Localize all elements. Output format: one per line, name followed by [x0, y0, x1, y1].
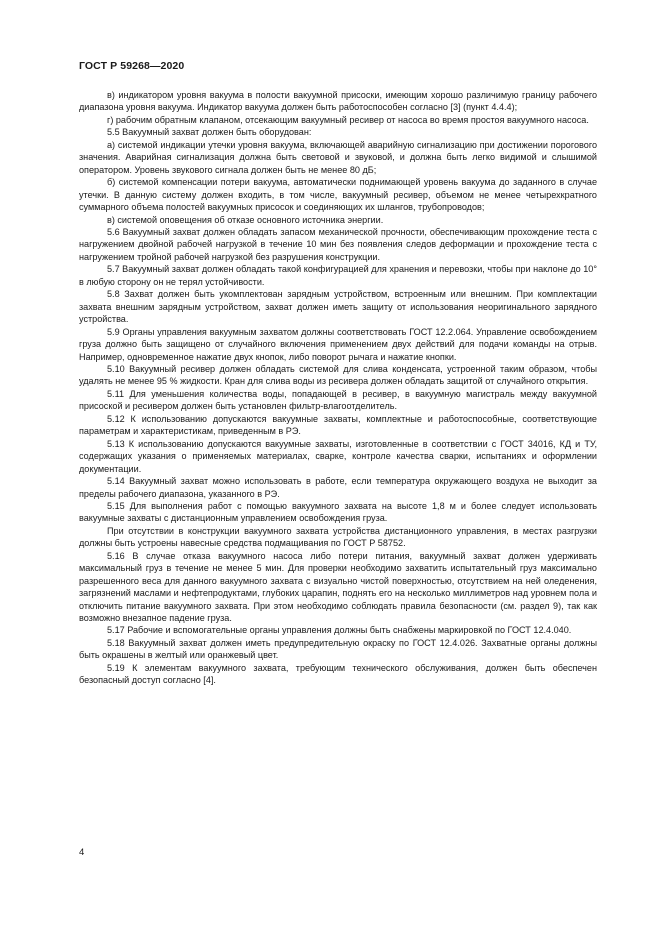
paragraph-5-6: 5.6 Вакуумный захват должен обладать запасом механической прочности, обеспечивающим прохождение теста с нагружением двойной рабочей нагрузкой в течение 10 мин без появления следов деформации и прохождение теста с нагружением тройной рабочей нагрузкой без разрушения конструкции.: [79, 226, 597, 262]
paragraph-5-12: 5.12 К использованию допускаются вакуумные захваты, комплектные и работоспособные, соответствующие параметрам и характеристикам, приведенным в РЭ.: [79, 413, 597, 437]
paragraph-3-v: в) индикатором уровня вакуума в полости вакуумной присоски, имеющим хорошо различимую границу рабочего диапазона уровня вакуума. Индикатор вакуума должен быть работоспособен согласно [3] (пункт 4.4.4);: [79, 90, 597, 113]
paragraph-3-g: г) рабочим обратным клапаном, отсекающим вакуумный ресивер от насоса во время простоя вакуумного насоса.: [107, 114, 589, 125]
paragraph-5-16: 5.16 В случае отказа вакуумного насоса либо потери питания, вакуумный захват должен удерживать максимальный груз в течение не менее 5 мин. Для проверки необходимо захватить испытательный груз максимально разрешенного веса для данного вакуумного захвата с визуально чистой поверхностью, отсутствием на ней оледенения, загрязнений маслами и нефтепродуктами, глубоких царапин, поднять его на несколько миллиметров над уровнем пола и отключить питание вакуумного захвата. При этом необходимо соблюдать правила безопасности (см. раздел 9), так как возможно внезапное падение груза.: [79, 550, 597, 624]
document-body: [79, 89, 597, 687]
paragraph-5-5-b: б) системой компенсации потери вакуума, автоматически поднимающей уровень вакуума до заданного в случае утечки. В данную систему должен входить, в том числе, вакуумный ресивер, объемом не менее четырехкратного суммарного объема полостей вакуумных присосок и соединяющих их шлангов, трубопроводов;: [79, 177, 597, 213]
paragraph-5-5-a: а) системой индикации утечки уровня вакуума, включающей аварийную сигнализацию при достижении порогового значения. Аварийная сигнализация должна быть световой и звуковой, и должна быть легко видимой и слышимой оператором. Уровень звукового сигнала должен быть не менее 80 дБ;: [79, 139, 597, 175]
paragraph-5-8: 5.8 Захват должен быть укомплектован зарядным устройством, встроенным или внешним. При комплектации захвата внешним зарядным устройством, захват должен иметь защиту от использования неоригинального зарядного устройства.: [79, 289, 597, 325]
paragraph-5-19: 5.19 К элементам вакуумного захвата, требующим технического обслуживания, должен быть обеспечен безопасный доступ согласно [4].: [79, 662, 597, 686]
paragraph-5-11: 5.11 Для уменьшения количества воды, попадающей в ресивер, в вакуумную магистраль между вакуумной присоской и ресивером должен быть установлен фильтр-влагоотделитель.: [79, 388, 597, 412]
paragraph-5-15-note: При отсутствии в конструкции вакуумного захвата устройства дистанционного управления, в местах разгрузки должны быть устроены навесные средства подмащивания по ГОСТ Р 58752.: [79, 525, 597, 549]
paragraph-5-5-v: в) системой оповещения об отказе основного источника энергии.: [107, 214, 384, 225]
document-header: ГОСТ Р 59268—2020: [79, 60, 185, 72]
paragraph-5-7: 5.7 Вакуумный захват должен обладать такой конфигурацией для хранения и перевозки, чтобы при наклоне до 10° в любую сторону он не терял устойчивости.: [79, 264, 597, 287]
paragraph-5-17: 5.17 Рабочие и вспомогательные органы управления должны быть снабжены маркировкой по ГОСТ 12.4.040.: [107, 625, 572, 636]
paragraph-5-14: 5.14 Вакуумный захват можно использовать в работе, если температура окружающего воздуха не выходит за пределы рабочего диапазона, указанного в РЭ.: [79, 476, 597, 499]
paragraph-5-15: 5.15 Для выполнения работ с помощью вакуумного захвата на высоте 1,8 м и более следует использовать вакуумные захваты с дистанционным управлением освобождения груза.: [79, 500, 597, 524]
paragraph-5-13: 5.13 К использованию допускаются вакуумные захваты, изготовленные в соответствии с ГОСТ 34016, КД и ТУ, содержащих указания о применяемых материалах, сварке, контроле качества сварки, испытаниях и оформлении документации.: [79, 438, 597, 474]
paragraph-5-10: 5.10 Вакуумный ресивер должен обладать системой для слива конденсата, устроенной таким образом, чтобы удалять не менее 95 % жидкости. Кран для слива воды из ресивера должен обладать защитой от случайного открытия.: [79, 363, 597, 387]
paragraph-5-5: 5.5 Вакуумный захват должен быть оборудован:: [107, 127, 312, 138]
paragraph-5-18: 5.18 Вакуумный захват должен иметь предупредительную окраску по ГОСТ 12.4.026. Захватные органы должны быть окрашены в желтый или оранжевый цвет.: [79, 637, 597, 661]
paragraph-5-9: 5.9 Органы управления вакуумным захватом должны соответствовать ГОСТ 12.2.064. Управление освобождением груза должно быть защищено от случайного включения применением двух действий для подачи команды на отрыв. Например, одновременное нажатие двух кнопок, либо поворот рычага и нажатие кнопки.: [79, 326, 597, 362]
page-number: 4: [79, 847, 85, 858]
